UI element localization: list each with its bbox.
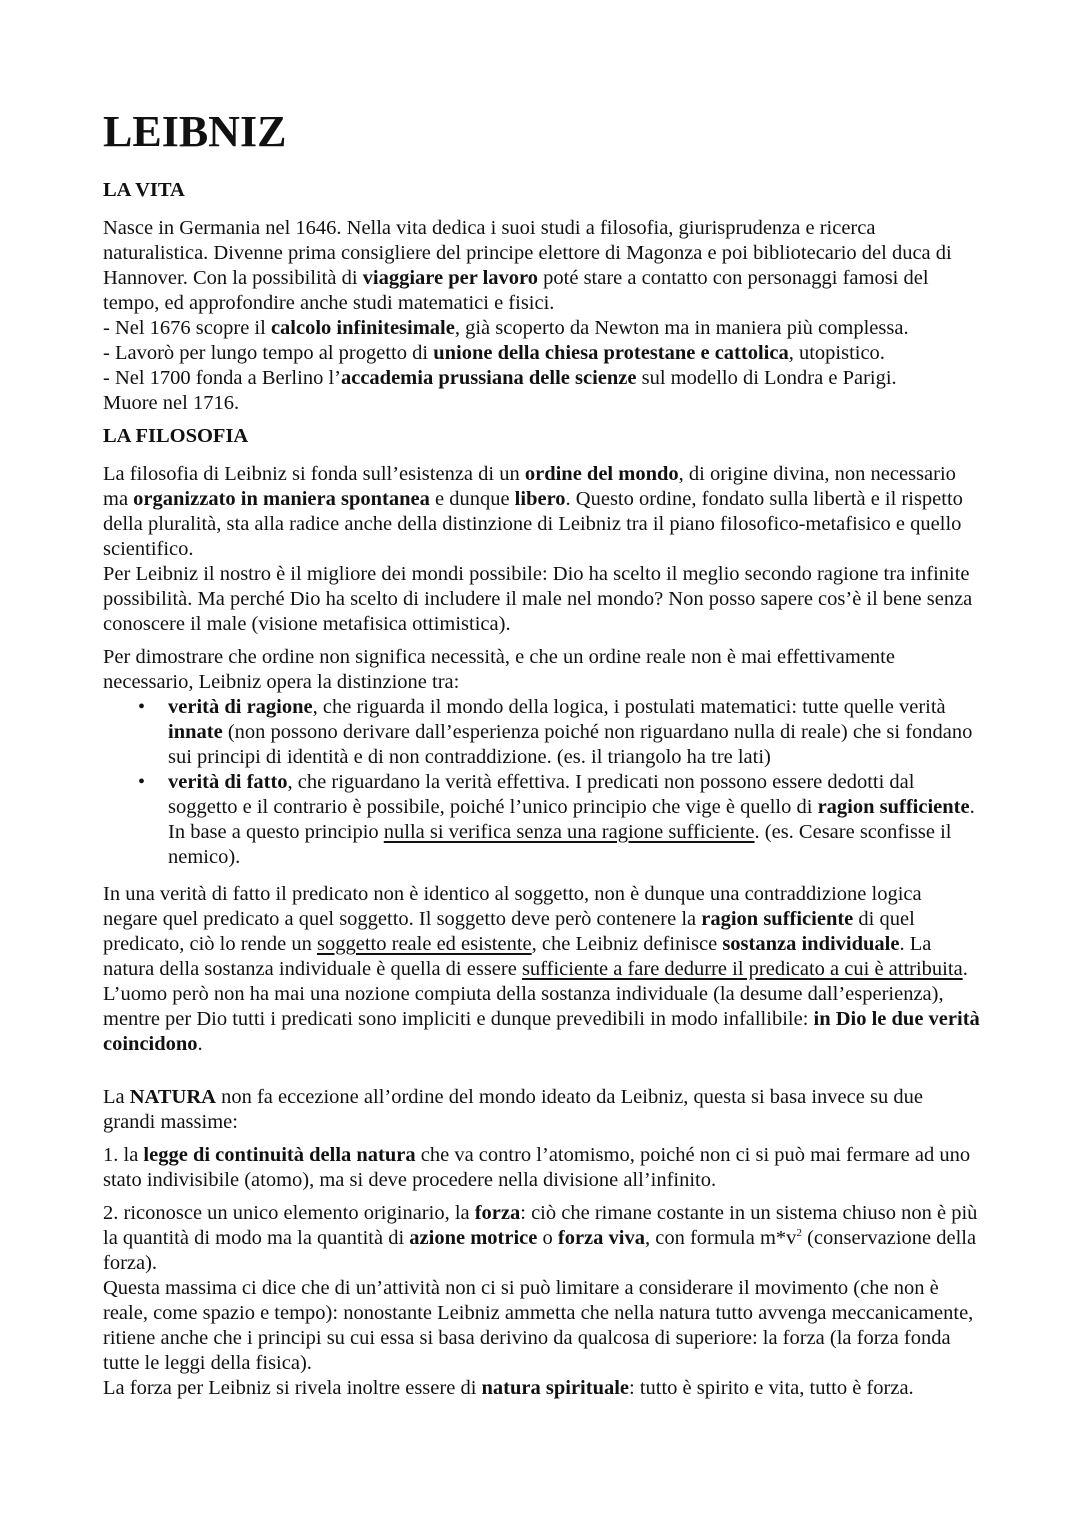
text-run: , di origine divina, non necessario ma <box>103 463 956 510</box>
bullet-item <box>168 770 980 870</box>
section-body-continued <box>103 882 980 1401</box>
paragraph <box>103 1085 980 1135</box>
text-run: , già scoperto da Newton ma in maniera più complessa. <box>454 317 909 339</box>
bold-text: ragion sufficiente <box>817 796 970 818</box>
underlined-text: nulla si verifica senza una ragione sufficiente <box>383 821 755 843</box>
paragraph <box>103 316 980 341</box>
bold-text: legge di continuità della natura <box>143 1144 416 1166</box>
text-run: . <box>197 1033 203 1055</box>
text-run: La filosofia di Leibniz si fonda sull’esistenza di un <box>103 463 525 485</box>
text-run: . L’uomo però non ha mai una nozione compiuta della sostanza individuale (la desume dall’esperienza), mentre per Dio tutti i predicati sono impliciti e dunque prevedibili in modo infallibile: <box>103 958 968 1030</box>
text-run: - Nel 1676 scopre il <box>103 317 271 339</box>
underlined-text: soggetto reale ed esistente <box>317 933 532 955</box>
bold-text: accademia prussiana delle scienze <box>340 367 637 389</box>
section-heading: LA FILOSOFIA <box>103 425 249 447</box>
underlined-text: sufficiente a fare dedurre il predicato a cui è attribuita <box>521 958 963 980</box>
text-run: Per Leibniz il nostro è il migliore dei mondi possibile: Dio ha scelto il meglio secondo ragione tra infinite possibilità. Ma perché Dio ha scelto di includere il male nel mondo? Non posso sapere cos’è il bene senza conoscere il male (visione metafisica ottimistica). <box>103 563 973 635</box>
bullet-item <box>168 695 980 770</box>
text-run: La forza per Leibniz si rivela inoltre essere di <box>103 1377 482 1399</box>
bold-text: forza <box>474 1202 521 1224</box>
text-run: di quel predicato, ciò lo rende un <box>103 908 915 955</box>
section-la-filosofia <box>103 424 980 1401</box>
section-la-vita <box>103 178 980 416</box>
section-heading: LA VITA <box>103 179 185 201</box>
bold-text: viaggiare per lavoro <box>362 267 539 289</box>
superscript: 2 <box>796 1227 802 1240</box>
text-run: Questa massima ci dice che di un’attività non ci si può limitare a considerare il movimento (che non è reale, come spazio e tempo): nonostante Leibniz ammetta che nella natura tutto avvenga meccanicamente, ritiene anche che i principi su cui essa si basa derivino da qualcosa di superiore: la forza (la forza fonda tutte le leggi della fisica). <box>103 1277 974 1374</box>
section-body <box>103 216 980 416</box>
bold-text: organizzato in maniera spontanea <box>133 488 430 510</box>
text-run: non fa eccezione all’ordine del mondo ideato da Leibniz, questa si basa invece su due grandi massime: <box>103 1086 923 1133</box>
bold-text: verità di ragione <box>168 696 313 718</box>
text-run: : tutto è spirito e vita, tutto è forza. <box>629 1377 914 1399</box>
paragraph <box>103 391 980 416</box>
bold-text: ordine del mondo <box>524 463 679 485</box>
bold-text: ragion sufficiente <box>701 908 854 930</box>
text-run: Nasce in Germania nel 1646. Nella vita dedica i suoi studi a filosofia, giurisprudenza e ricerca naturalistica. Divenne prima consigliere del principe elettore di Magonza e poi bibliotecario del duca di Hannover. Con la possibilità di <box>103 217 952 289</box>
bold-text: forza viva <box>557 1227 645 1249</box>
text-run: In una verità di fatto il predicato non è identico al soggetto, non è dunque una contraddizione logica negare quel predicato a quel soggetto. Il soggetto deve però contenere la <box>103 883 922 930</box>
text-run: . (es. Cesare sconfisse il nemico). <box>168 821 952 868</box>
paragraph <box>103 1276 980 1376</box>
bold-text: innate <box>168 721 223 743</box>
text-run: o <box>537 1227 558 1249</box>
paragraph <box>103 1376 980 1401</box>
text-run: (non possono derivare dall’esperienza poiché non riguardano nulla di reale) che si fondano sui principi di identità e di non contraddizione. (es. il triangolo ha tre lati) <box>168 721 973 768</box>
paragraph <box>103 216 980 316</box>
bold-text: azione motrice <box>409 1227 538 1249</box>
text-run: e dunque <box>429 488 515 510</box>
paragraph <box>103 1143 980 1193</box>
text-run: - Lavorò per lungo tempo al progetto di <box>103 342 434 364</box>
text-run: . Questo ordine, fondato sulla libertà e il rispetto della pluralità, sta alla radice anche della distinzione di Leibniz tra il piano filosofico-metafisico e quello scientifico. <box>103 488 963 560</box>
paragraph <box>103 462 980 562</box>
text-run: sul modello di Londra e Parigi. <box>636 367 897 389</box>
text-run: , utopistico. <box>788 342 885 364</box>
text-run: , che riguardano la verità effettiva. I predicati non possono essere dedotti dal soggetto e il contrario è possibile, poiché l’unico principio che vige è quello di <box>168 771 915 818</box>
paragraph <box>103 366 980 391</box>
bold-text: sostanza individuale <box>722 933 900 955</box>
text-run: La <box>103 1086 130 1108</box>
text-run: poté stare a contatto con personaggi famosi del tempo, ed approfondire anche studi matematici e fisici. <box>103 267 929 314</box>
text-run: Muore nel 1716. <box>103 392 240 414</box>
text-run: , che riguarda il mondo della logica, i postulati matematici: tutte quelle verità <box>312 696 946 718</box>
paragraph <box>103 645 980 695</box>
text-run: - Nel 1700 fonda a Berlino l’ <box>103 367 341 389</box>
text-run: , con formula m*v <box>644 1227 797 1249</box>
text-run: 2. riconosce un unico elemento originario, la <box>103 1202 475 1224</box>
paragraph <box>103 882 980 1057</box>
text-run: Per dimostrare che ordine non significa necessità, e che un ordine reale non è mai effettivamente necessario, Leibniz opera la distinzione tra: <box>103 646 895 693</box>
bold-text: verità di fatto <box>168 771 288 793</box>
bold-text: unione della chiesa protestane e cattolica <box>433 342 789 364</box>
paragraph <box>103 341 980 366</box>
paragraph <box>103 562 980 637</box>
bold-text: in Dio le due verità coincidono <box>103 1008 980 1055</box>
text-run: . La natura della sostanza individuale è quella di essere <box>103 933 932 980</box>
document-title: LEIBNIZ <box>103 107 287 156</box>
text-run: 1. la <box>103 1144 144 1166</box>
paragraph <box>103 1201 980 1276</box>
text-run: . In base a questo principio <box>168 796 975 843</box>
section-body <box>103 462 980 695</box>
text-run: : ciò che rimane costante in un sistema chiuso non è più la quantità di modo ma la quantità di <box>103 1202 978 1249</box>
bold-text: natura spirituale <box>481 1377 630 1399</box>
text-run: (conservazione della forza). <box>103 1227 977 1274</box>
text-run: , che Leibniz definisce <box>531 933 723 955</box>
bullet-list <box>103 695 980 870</box>
bold-text: NATURA <box>129 1086 216 1108</box>
bold-text: calcolo infinitesimale <box>270 317 455 339</box>
text-run: che va contro l’atomismo, poiché non ci si può mai fermare ad uno stato indivisibile (atomo), ma si deve procedere nella divisione all’infinito. <box>103 1144 971 1191</box>
bold-text: libero <box>514 488 566 510</box>
